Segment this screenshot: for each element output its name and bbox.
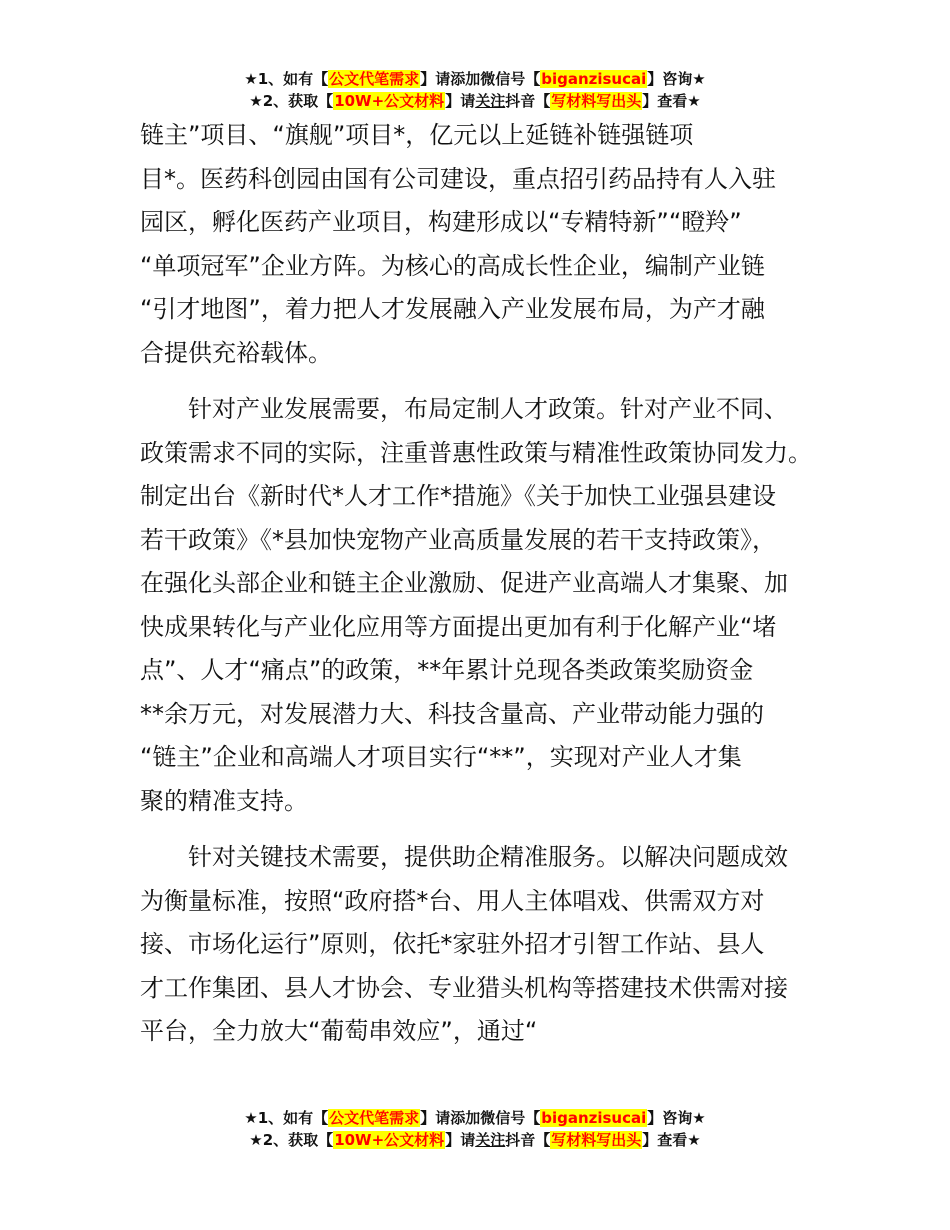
text-line: 聚的精准支持。 bbox=[140, 786, 308, 815]
text-line: 政策需求不同的实际，注重普惠性政策与精准性政策协同发力。 bbox=[140, 438, 812, 467]
text-line: 针对产业发展需要，布局定制人才政策。针对产业不同、 bbox=[188, 395, 788, 423]
text-line: 制定出台《新时代*人才工作*措施》《关于加快工业强县建设 bbox=[140, 482, 776, 510]
highlight-wechat-id: biganzisucai bbox=[541, 70, 647, 88]
header-banner-line-1: ★1、如有【公文代笔需求】请添加微信号【biganzisucai】咨询★ bbox=[244, 70, 706, 88]
footer-banner-line-2: ★2、获取【10W+公文材料】请关注抖音【写材料写出头】查看★ bbox=[249, 1131, 701, 1149]
text-line: “链主”企业和高端人才项目实行“**”，实现对产业人才集 bbox=[140, 743, 742, 771]
text-line: 目*。医药科创园由国有公司建设，重点招引药品持有人入驻 bbox=[140, 164, 776, 193]
text-line: 才工作集团、县人才协会、专业猎头机构等搭建技术供需对接 bbox=[140, 973, 788, 1002]
text-line: 链主”项目、“旗舰”项目*，亿元以上延链补链强链项 bbox=[140, 121, 694, 149]
text-line: 快成果转化与产业化应用等方面提出更加有利于化解产业“堵 bbox=[140, 612, 777, 641]
highlight-materials: 10W+公文材料 bbox=[334, 92, 445, 110]
highlight-service: 公文代笔需求 bbox=[329, 70, 420, 88]
text-line: 在强化头部企业和链主企业激励、促进产业高端人才集聚、加 bbox=[140, 569, 788, 597]
underlined-follow: 关注 bbox=[475, 1131, 506, 1149]
text-line: 平台，全力放大“葡萄串效应”，通过“ bbox=[140, 1017, 538, 1045]
text-line: 针对关键技术需要，提供助企精准服务。以解决问题成效 bbox=[188, 843, 788, 871]
text-line: 合提供充裕载体。 bbox=[140, 338, 332, 367]
paragraph-1 bbox=[140, 114, 820, 375]
header-banner bbox=[0, 68, 950, 112]
highlight-douyin-account: 写材料写出头 bbox=[551, 1131, 642, 1149]
text-line: “引才地图”，着力把人才发展融入产业发展布局，为产才融 bbox=[140, 295, 765, 323]
highlight-wechat-id: biganzisucai bbox=[541, 1109, 647, 1127]
text-line: 为衡量标准，按照“政府搭*台、用人主体唱戏、供需双方对 bbox=[140, 886, 765, 915]
text-line: 接、市场化运行”原则，依托*家驻外招才引智工作站、县人 bbox=[140, 930, 765, 958]
text-line: 园区，孵化医药产业项目，构建形成以“专精特新”“瞪羚” bbox=[140, 208, 742, 236]
text-line: **余万元，对发展潜力大、科技含量高、产业带动能力强的 bbox=[140, 699, 764, 728]
header-banner-line-2: ★2、获取【10W+公文材料】请关注抖音【写材料写出头】查看★ bbox=[249, 92, 701, 110]
paragraph-2 bbox=[140, 388, 820, 823]
text-line: “单项冠军”企业方阵。为核心的高成长性企业，编制产业链 bbox=[140, 251, 765, 280]
underlined-follow: 关注 bbox=[475, 92, 506, 110]
text-line: 点”、人才“痛点”的政策，**年累计兑现各类政策奖励资金 bbox=[140, 656, 754, 684]
footer-banner bbox=[0, 1107, 950, 1151]
paragraph-3 bbox=[140, 836, 820, 1054]
document-body bbox=[140, 114, 820, 1067]
highlight-materials: 10W+公文材料 bbox=[334, 1131, 445, 1149]
highlight-douyin-account: 写材料写出头 bbox=[551, 92, 642, 110]
text-line: 若干政策》《*县加快宠物产业高质量发展的若干支持政策》， bbox=[140, 525, 776, 554]
footer-banner-line-1: ★1、如有【公文代笔需求】请添加微信号【biganzisucai】咨询★ bbox=[244, 1109, 706, 1127]
highlight-service: 公文代笔需求 bbox=[329, 1109, 420, 1127]
